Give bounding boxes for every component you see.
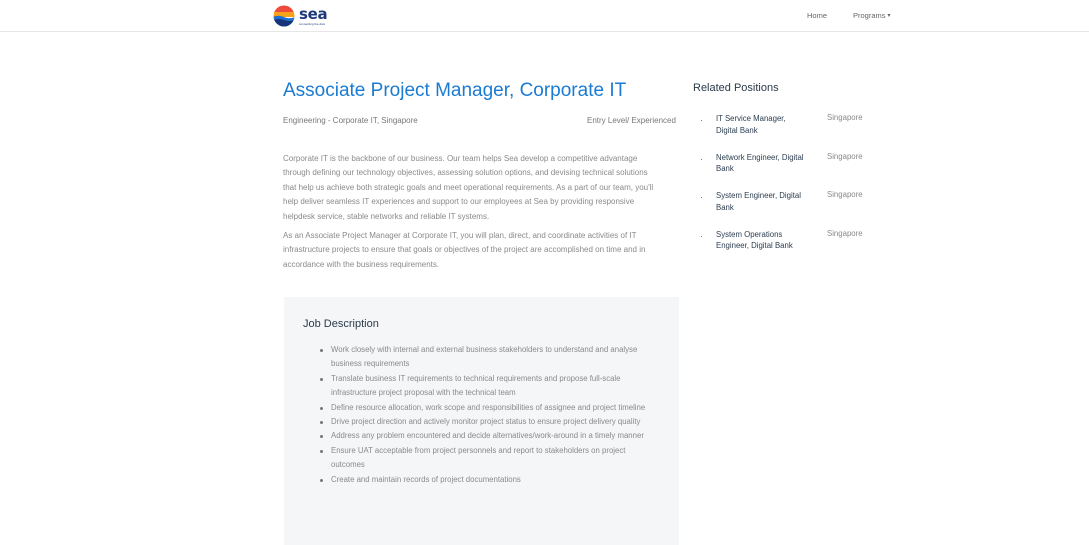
top-navbar: [0, 0, 1089, 32]
list-item: Drive project direction and actively monitor project status to ensure project delivery quality: [331, 415, 661, 429]
nav-programs-dropdown[interactable]: [853, 0, 891, 31]
intro-paragraph: As an Associate Project Manager at Corporate IT, you will plan, direct, and coordinate activities of IT infrastructure projects to ensure that goals or objectives of the project are accomplished on time and in accordance with the business requirements.: [283, 231, 646, 269]
job-intro: [283, 152, 655, 277]
nav-home-label: Home: [807, 11, 828, 20]
logo-wordmark: sea: [299, 4, 328, 23]
nav-programs-label: Programs: [853, 11, 886, 20]
job-description-list: [331, 343, 661, 487]
bullet-icon: ·: [700, 231, 703, 241]
bullet-icon: ·: [700, 154, 703, 164]
nav-home-link[interactable]: [807, 0, 827, 31]
job-department: Engineering - Corporate IT, Singapore: [283, 116, 418, 125]
list-item: Address any problem encountered and decide alternatives/work-around in a timely manner: [331, 429, 661, 443]
intro-paragraph: Corporate IT is the backbone of our business. Our team helps Sea develop a competitive advantage through defining our technology objectives, assessing solution options, and devising technical solutions that help us achieve both strategic goals and meet operational requirements. As a part of our team, you'll help deliver seamless IT experiences and support to our employees at Sea by providing responsive helpdesk service, stable networks and reliable IT systems.: [283, 154, 654, 221]
bullet-icon: ·: [700, 193, 703, 202]
related-position-item[interactable]: [700, 190, 880, 229]
related-positions-heading: Related Positions: [693, 82, 779, 94]
logo-tagline: connecting the dots: [299, 21, 326, 26]
job-description-heading: Job Description: [303, 318, 379, 330]
related-position-item[interactable]: [700, 113, 880, 152]
chevron-down-icon: ▾: [887, 13, 891, 19]
related-position-link[interactable]: System Operations Engineer, Digital Bank: [716, 229, 793, 250]
list-item: Translate business IT requirements to technical requirements and propose full-scale infrastructure project proposal with the technical team: [331, 372, 661, 401]
related-position-link[interactable]: System Engineer, Digital Bank: [716, 191, 801, 212]
related-position-item[interactable]: [700, 152, 880, 191]
sea-logo-icon: [273, 5, 295, 27]
list-item: Create and maintain records of project documentations: [331, 473, 661, 487]
related-position-item[interactable]: [700, 229, 880, 268]
related-position-location: Singapore: [827, 228, 863, 238]
related-position-link[interactable]: IT Service Manager, Digital Bank: [716, 114, 786, 135]
list-item: Define resource allocation, work scope and responsibilities of assignee and project timeline: [331, 401, 661, 415]
related-position-location: Singapore: [827, 190, 863, 199]
related-position-location: Singapore: [827, 151, 863, 161]
sea-logo[interactable]: [273, 4, 327, 28]
job-description-panel: [284, 297, 679, 545]
job-level: Entry Level/ Experienced: [587, 116, 676, 125]
list-item: Ensure UAT acceptable from project personnels and report to stakeholders on project outcomes: [331, 444, 661, 473]
job-title: Associate Project Manager, Corporate IT: [283, 80, 627, 101]
related-positions-list: [700, 113, 880, 267]
related-position-location: Singapore: [827, 113, 863, 122]
bullet-icon: ·: [700, 116, 703, 125]
list-item: Work closely with internal and external business stakeholders to understand and analyse business requirements: [331, 343, 661, 372]
related-position-link[interactable]: Network Engineer, Digital Bank: [716, 152, 804, 173]
